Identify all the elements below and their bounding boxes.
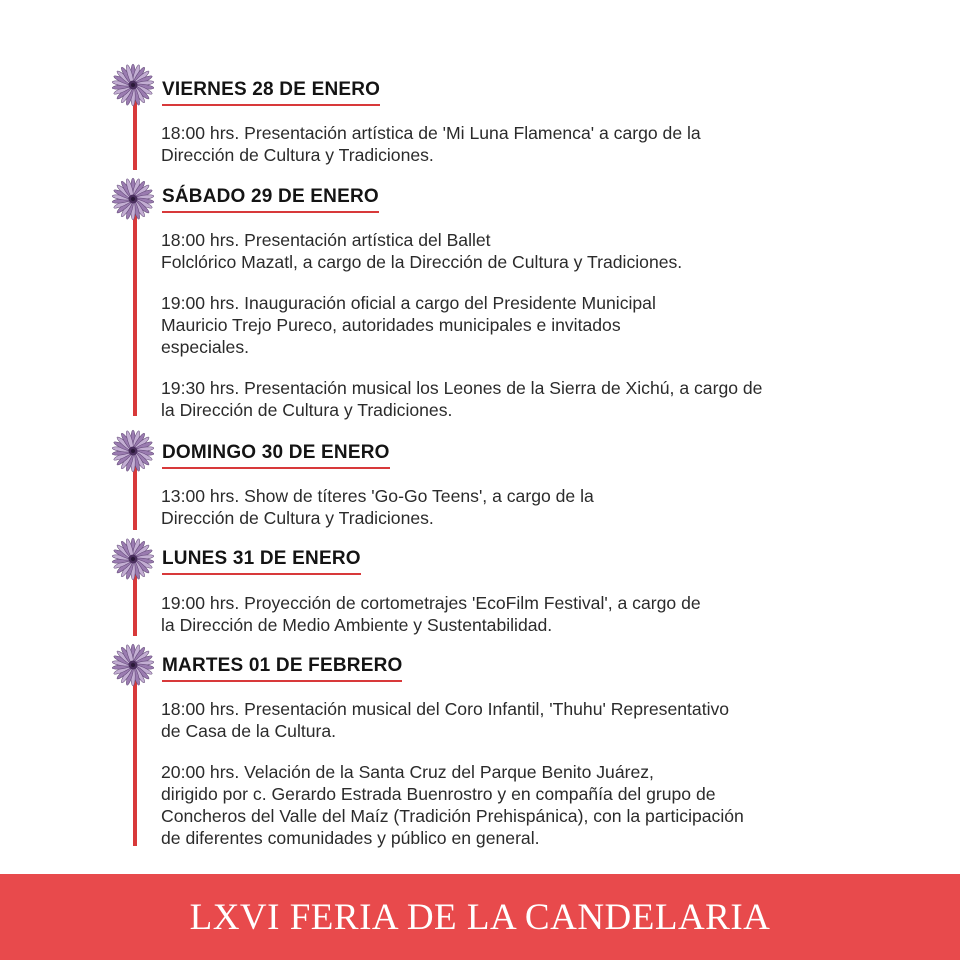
event-item: 19:30 hrs. Presentación musical los Leones de la Sierra de Xichú, a cargo de la Dirección de Cultura y Tradiciones. <box>161 378 763 420</box>
event-item: 20:00 hrs. Velación de la Santa Cruz del Parque Benito Juárez, dirigido por c. Gerardo Estrada Buenrostro y en compañía del grupo de Concheros del Valle del Maíz (Tradición Prehispánica), con la participación de diferentes comunidades y público en general. <box>161 762 744 848</box>
daisy-flower-icon <box>110 428 156 474</box>
day-title: DOMINGO 30 DE ENERO <box>162 442 390 469</box>
event-item: 18:00 hrs. Presentación musical del Coro Infantil, 'Thuhu' Representativo de Casa de la Cultura. <box>161 699 730 741</box>
event-item: 19:00 hrs. Proyección de cortometrajes 'EcoFilm Festival', a cargo de la Dirección de Medio Ambiente y Sustentabilidad. <box>161 593 701 635</box>
daisy-flower-icon <box>110 536 156 582</box>
event-item: 18:00 hrs. Presentación artística de 'Mi Luna Flamenca' a cargo de la Dirección de Cultura y Tradiciones. <box>161 123 701 165</box>
day-title: VIERNES 28 DE ENERO <box>162 79 380 106</box>
daisy-flower-icon <box>110 176 156 222</box>
footer-banner <box>0 874 960 960</box>
day-title: SÁBADO 29 DE ENERO <box>162 186 379 213</box>
timeline-stem <box>133 210 137 416</box>
daisy-flower-icon <box>110 62 156 108</box>
footer-title: LXVI FERIA DE LA CANDELARIA <box>189 896 771 938</box>
timeline-stem <box>133 676 137 846</box>
event-item: 13:00 hrs. Show de títeres 'Go-Go Teens', a cargo de la Dirección de Cultura y Tradiciones. <box>161 486 594 528</box>
event-item: 18:00 hrs. Presentación artística del Ballet Folclórico Mazatl, a cargo de la Dirección de Cultura y Tradiciones. <box>161 230 683 272</box>
event-item: 19:00 hrs. Inauguración oficial a cargo del Presidente Municipal Mauricio Trejo Pureco, autoridades municipales e invitados especiales. <box>161 293 656 357</box>
day-title: LUNES 31 DE ENERO <box>162 548 361 575</box>
day-title: MARTES 01 DE FEBRERO <box>162 655 402 682</box>
daisy-flower-icon <box>110 642 156 688</box>
